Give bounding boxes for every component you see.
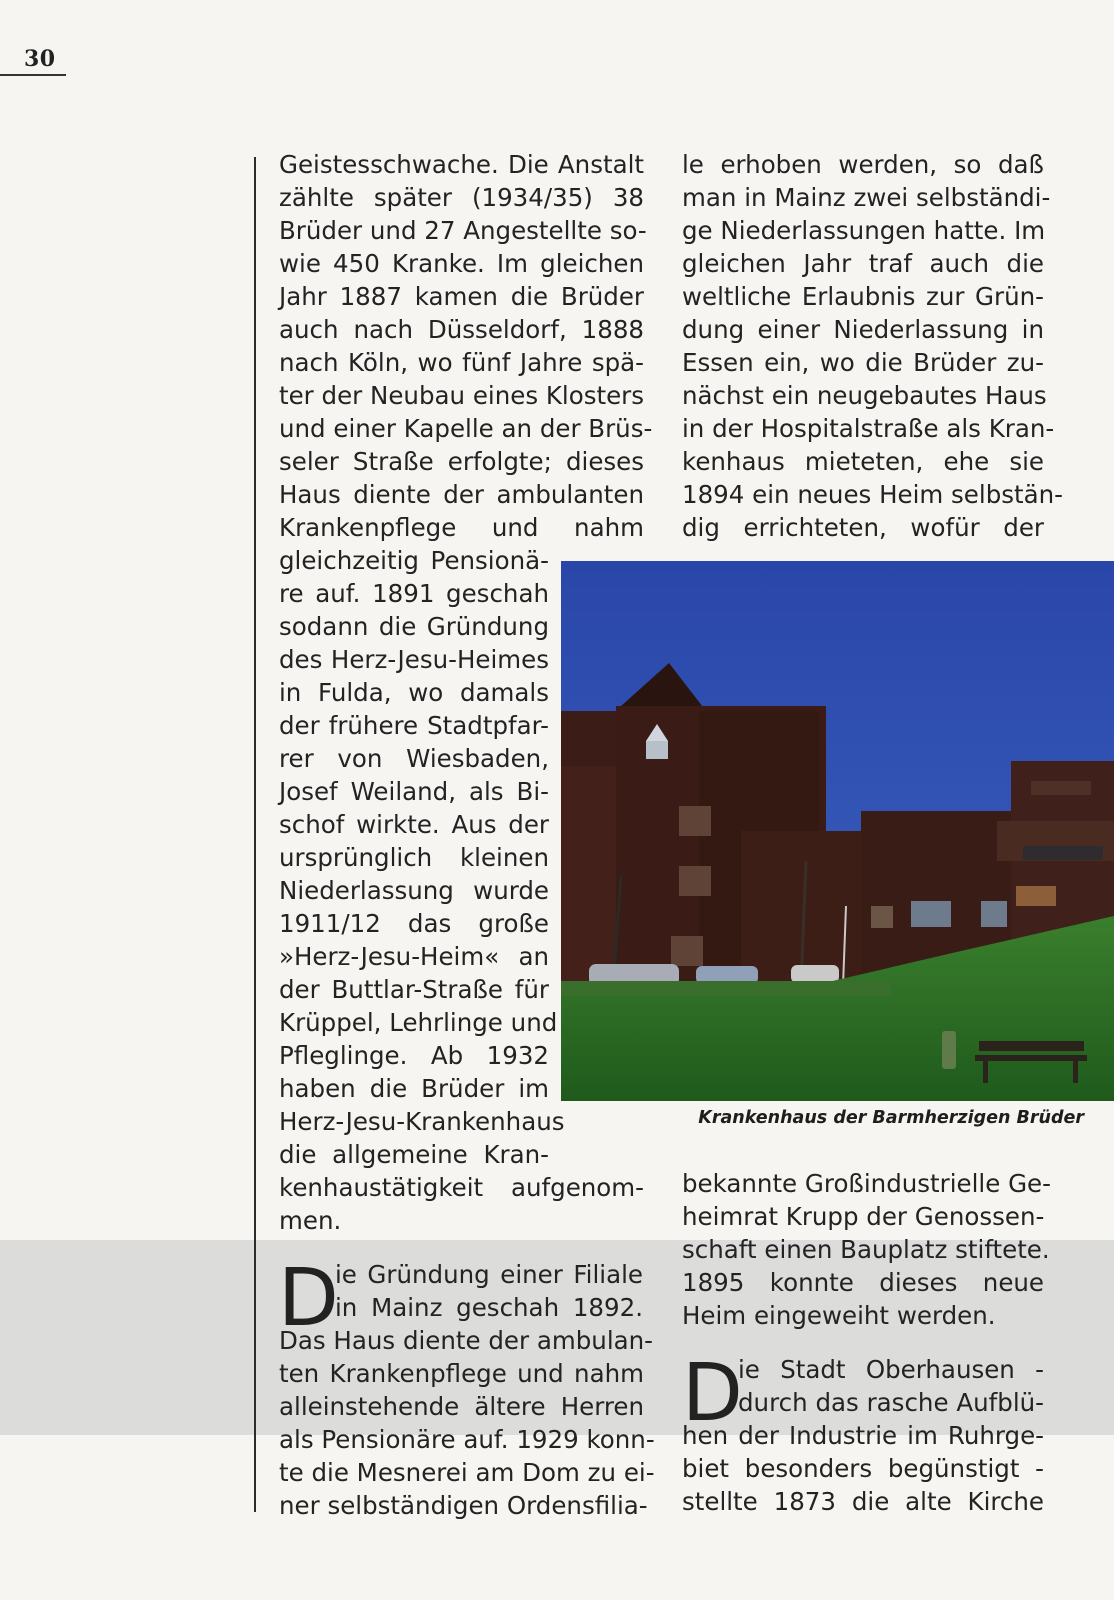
waste-bin [942, 1031, 956, 1069]
text-line: Essen ein, wo die Brüder zu- [682, 348, 1044, 377]
left-text-full-width [279, 148, 653, 544]
text-line: Pfleglinge. Ab 1932 [279, 1041, 549, 1070]
parked-car [791, 965, 839, 983]
photo-caption: Krankenhaus der Barmherzigen Brüder [698, 1108, 1084, 1128]
text-line: Haus diente der ambulanten [279, 480, 644, 509]
text-line: ie Stadt Oberhausen - [738, 1355, 1044, 1384]
drop-cap-right: D [682, 1347, 743, 1439]
text-line: gleichzeitig Pensionä- [279, 546, 549, 575]
text-line: die allgemeine Kran- [279, 1140, 549, 1169]
text-line: Jahr 1887 kamen die Brüder [279, 282, 644, 311]
text-line: alleinstehende ältere Herren [279, 1392, 644, 1421]
left-text-narrow [279, 544, 565, 1171]
text-line: ner selbständigen Ordensfilia- [279, 1491, 648, 1520]
text-line: auch nach Düsseldorf, 1888 [279, 315, 644, 344]
text-line: zählte später (1934/35) 38 [279, 183, 644, 212]
right-text-top [682, 148, 1063, 544]
text-line: te die Mesnerei am Dom zu ei- [279, 1458, 655, 1487]
text-line: in Mainz geschah 1892. [335, 1293, 643, 1322]
text-line: Niederlassung wurde [279, 876, 549, 905]
left-paragraph-2-indented [335, 1258, 643, 1324]
text-line: hen der Industrie im Ruhrge- [682, 1421, 1044, 1450]
text-line: Herz-Jesu-Krankenhaus [279, 1107, 565, 1136]
text-line: weltliche Erlaubnis zur Grün- [682, 282, 1044, 311]
drop-cap-left: D [278, 1252, 339, 1344]
text-line: kenhaus mieteten, ehe sie [682, 447, 1044, 476]
left-text-closing [279, 1171, 644, 1237]
text-line: Krankenpflege und nahm [279, 513, 644, 542]
right-paragraph-2 [682, 1419, 1044, 1518]
page-number: 30 [24, 46, 56, 72]
left-paragraph-2 [279, 1324, 655, 1522]
text-line: ge Niederlassungen hatte. Im [682, 216, 1046, 245]
text-line: nächst ein neugebautes Haus [682, 381, 1047, 410]
text-line: 1894 ein neues Heim selbstän- [682, 480, 1063, 509]
text-line: le erhoben werden, so daß [682, 150, 1044, 179]
text-line: dung einer Niederlassung in [682, 315, 1044, 344]
text-line: Brüder und 27 Angestellte so- [279, 216, 647, 245]
right-paragraph-2-indented [738, 1353, 1044, 1419]
text-line: heimrat Krupp der Genossen- [682, 1202, 1045, 1231]
text-line: re auf. 1891 geschah [279, 579, 549, 608]
text-line: man in Mainz zwei selbständi- [682, 183, 1051, 212]
text-line: rer von Wiesbaden, [279, 744, 549, 773]
text-line: 1895 konnte dieses neue [682, 1268, 1044, 1297]
text-line: seler Straße erfolgte; dieses [279, 447, 644, 476]
text-line: als Pensionäre auf. 1929 konn- [279, 1425, 655, 1454]
text-line: ie Gründung einer Filiale [335, 1260, 643, 1289]
text-line: wie 450 Kranke. Im gleichen [279, 249, 644, 278]
text-line: der frühere Stadtpfar- [279, 711, 549, 740]
text-line: in der Hospitalstraße als Kran- [682, 414, 1055, 443]
text-line: durch das rasche Aufblü- [738, 1388, 1044, 1417]
right-text-middle [682, 1167, 1051, 1332]
text-line: ten Krankenpflege und nahm [279, 1359, 644, 1388]
text-line: in Fulda, wo damals [279, 678, 549, 707]
text-line: kenhaustätigkeit aufgenom- [279, 1173, 644, 1202]
text-line: ursprünglich kleinen [279, 843, 549, 872]
text-line: men. [279, 1206, 342, 1235]
text-line: nach Köln, wo fünf Jahre spä- [279, 348, 644, 377]
hospital-photo [561, 561, 1114, 1101]
text-line: und einer Kapelle an der Brüs- [279, 414, 653, 443]
text-line: Heim eingeweiht werden. [682, 1301, 996, 1330]
text-line: haben die Brüder im [279, 1074, 549, 1103]
text-line: der Buttlar-Straße für [279, 975, 549, 1004]
text-line: sodann die Gründung [279, 612, 549, 641]
text-line: ter der Neubau eines Klosters [279, 381, 645, 410]
text-line: stellte 1873 die alte Kirche [682, 1487, 1044, 1516]
text-line: gleichen Jahr traf auch die [682, 249, 1044, 278]
text-line: Josef Weiland, als Bi- [279, 777, 549, 806]
text-line: schaft einen Bauplatz stiftete. [682, 1235, 1050, 1264]
text-line: des Herz-Jesu-Heimes [279, 645, 549, 674]
page-number-rule [0, 74, 66, 76]
text-line: biet besonders begünstigt - [682, 1454, 1044, 1483]
column-rule [254, 157, 256, 1512]
hospital-photo-illustration [561, 561, 1114, 1101]
text-line: Das Haus diente der ambulan- [279, 1326, 654, 1355]
text-line: 1911/12 das große [279, 909, 549, 938]
text-line: »Herz-Jesu-Heim« an [279, 942, 549, 971]
text-line: Krüppel, Lehrlinge und [279, 1008, 558, 1037]
text-line: dig errichteten, wofür der [682, 513, 1044, 542]
text-line: bekannte Großindustrielle Ge- [682, 1169, 1051, 1198]
text-line: schof wirkte. Aus der [279, 810, 549, 839]
text-line: Geistesschwache. Die Anstalt [279, 150, 644, 179]
